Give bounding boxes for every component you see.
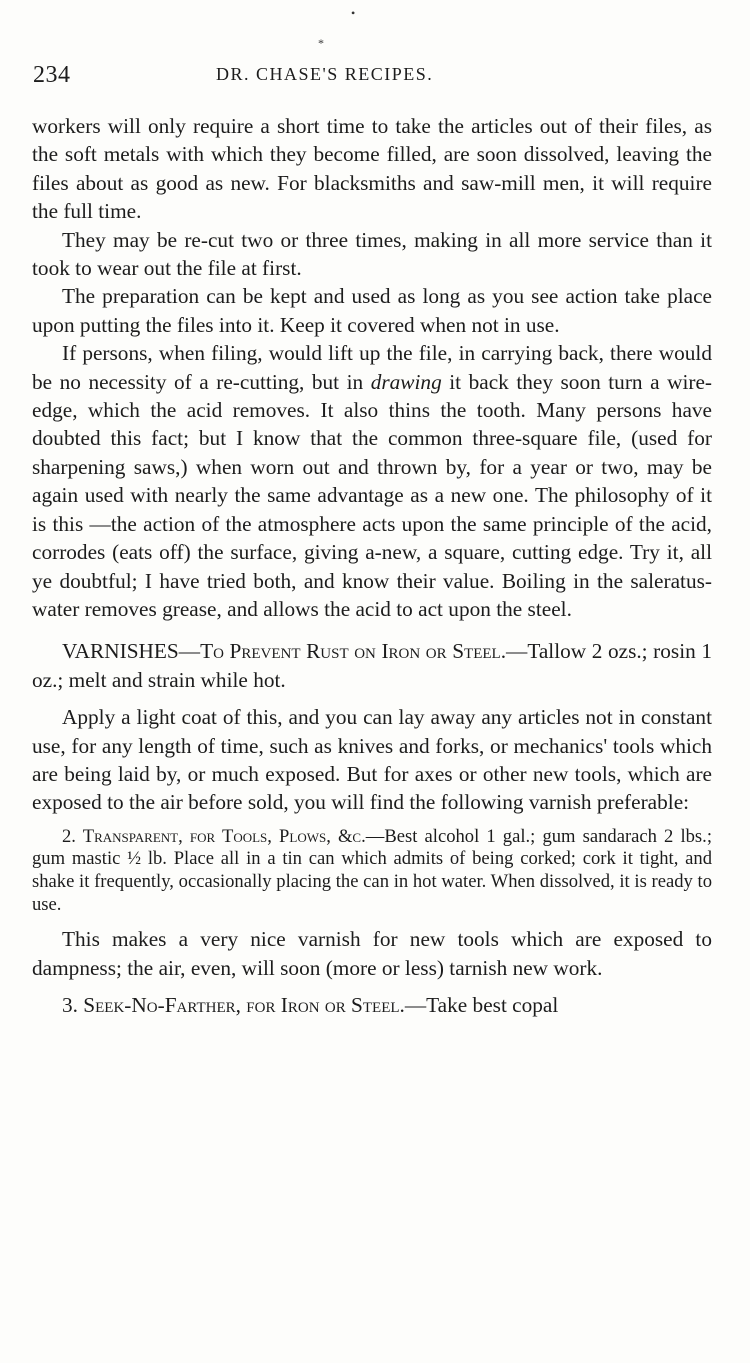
varnishes-text: —Tallow 2 ozs.; rosin 1 oz.; melt and strain while hot. <box>32 639 713 692</box>
page-header <box>33 58 713 94</box>
filing-emphasis: drawing <box>370 369 442 394</box>
top-dot-mark: • <box>351 6 356 20</box>
recipe-seek-heading: 3. Seek-No-Farther, for Iron or Steel. <box>62 992 405 1017</box>
top-star-mark: * <box>318 36 324 50</box>
paragraph-files-continued: workers will only require a short time to take the articles out of their files, as the soft metals with which they become filled, are soon dissolved, leaving the files about as good as new. For blacksmiths and saw-mill men, it will require the full time. <box>32 114 712 224</box>
page-number: 234 <box>33 62 71 88</box>
paragraph-varnishes <box>32 637 712 694</box>
paragraph-filing <box>32 339 712 623</box>
paragraph-nice-varnish: This makes a very nice varnish for new tools which are exposed to dampness; the air, even, will soon (more or less) tarnish new work. <box>32 927 712 980</box>
paragraph-recut: They may be re-cut two or three times, making in all more service than it took to wear out the file at first. <box>32 227 712 281</box>
filing-text-start: If persons, when filing, would lift up the file, in carrying back, there would be no necessity of a re-cutting, but in <box>32 341 712 394</box>
varnishes-heading: VARNISHES—To Prevent Rust on Iron or Steel. <box>62 639 507 664</box>
recipe-seek-text: —Take best copal <box>404 992 559 1017</box>
recipe-transparent <box>32 826 712 916</box>
filing-text-end: it back they soon turn a wire-edge, which the acid removes. It also thins the tooth. Many persons have doubted this fact; but I know that the common three-square file, (used for sharpening saws,) when worn out and thrown by, for a year or two, may be again used with nearly the same advantage as a new one. The philosophy of it is this —the action of the atmosphere acts upon the same principle of the acid, corrodes (eats off) the surface, giving a-new, a square, cutting edge. Try it, all ye doubtful; I have tried both, and know their value. Boiling in the saleratus-water removes grease, and allows the acid to act upon the steel. <box>32 369 713 621</box>
running-head: DR. CHASE'S RECIPES. <box>216 64 434 84</box>
recipe-transparent-heading: 2. Transparent, for Tools, Plows, &c. <box>62 825 366 847</box>
recipe-seek-no-farther <box>32 991 712 1019</box>
paragraph-preparation: The preparation can be kept and used as long as you see action take place upon putting the files into it. Keep it covered when not in use. <box>32 284 712 337</box>
body-text <box>32 112 712 1019</box>
recipe-transparent-text: —Best alcohol 1 gal.; gum sandarach 2 lbs.; gum mastic ½ lb. Place all in a tin can which admits of being corked; cork it tight, and shake it frequently, occasionally placing the can in hot water. When dissolved, it is ready to use. <box>32 825 712 915</box>
paragraph-apply-coat: Apply a light coat of this, and you can lay away any articles not in constant use, for any length of time, such as knives and forks, or mechanics' tools which are being laid by, or much exposed. But for axes or other new tools, which are exposed to the air before sold, you will find the following varnish preferable: <box>32 705 712 815</box>
